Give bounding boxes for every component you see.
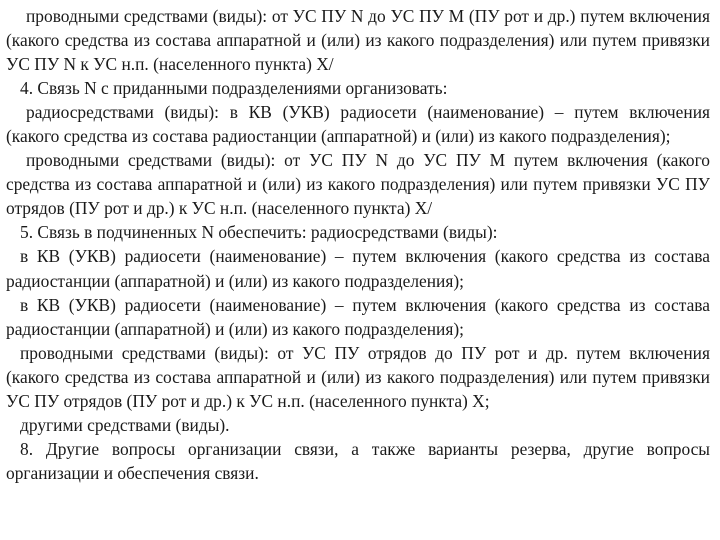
paragraph-section-4-heading: 4. Связь N с приданными подразделениями организовать: xyxy=(20,78,448,99)
paragraph-other-means: другими средствами (виды). xyxy=(20,414,230,435)
paragraph-radio-network-2: в КВ (УКВ) радиосети (наименование) – путем включения (какого средства из состава радиостанции (аппаратной) и (или) из какого подразделения); xyxy=(6,294,710,339)
paragraph-wired-means-3: проводными средствами (виды): от УС ПУ отрядов до ПУ рот и др. путем включения (какого средства из состава аппаратной и (или) из какого подразделения) или путем привязки УС ПУ отрядов (ПУ рот и др.) к УС н.п. (населенного пункта) Х; xyxy=(6,342,710,411)
paragraph-radio-network-1: в КВ (УКВ) радиосети (наименование) – путем включения (какого средства из состава радиостанции (аппаратной) и (или) из какого подразделения); xyxy=(6,246,710,291)
paragraph-radio-means-1: радиосредствами (виды): в КВ (УКВ) радиосети (наименование) – путем включения (какого средства из состава радиостанции (аппаратной) и (или) из какого подразделения); xyxy=(6,102,710,147)
document-page xyxy=(6,4,710,485)
paragraph-wired-means-2: проводными средствами (виды): от УС ПУ N до УС ПУ М путем включения (какого средства из состава аппаратной и (или) из какого подразделения) или путем привязки УС ПУ отрядов (ПУ рот и др.) к УС н.п. (населенного пункта) Х/ xyxy=(6,150,710,219)
paragraph-section-8: 8. Другие вопросы организации связи, а также варианты резерва, другие вопросы организации и обеспечения связи. xyxy=(6,438,710,483)
paragraph-wired-means-1: проводными средствами (виды): от УС ПУ N до УС ПУ М (ПУ рот и др.) путем включения (какого средства из состава аппаратной и (или) из какого подразделения) или путем привязки УС ПУ N к УС н.п. (населенного пункта) Х/ xyxy=(6,6,710,75)
paragraph-section-5-heading: 5. Связь в подчиненных N обеспечить: радиосредствами (виды): xyxy=(20,222,498,243)
